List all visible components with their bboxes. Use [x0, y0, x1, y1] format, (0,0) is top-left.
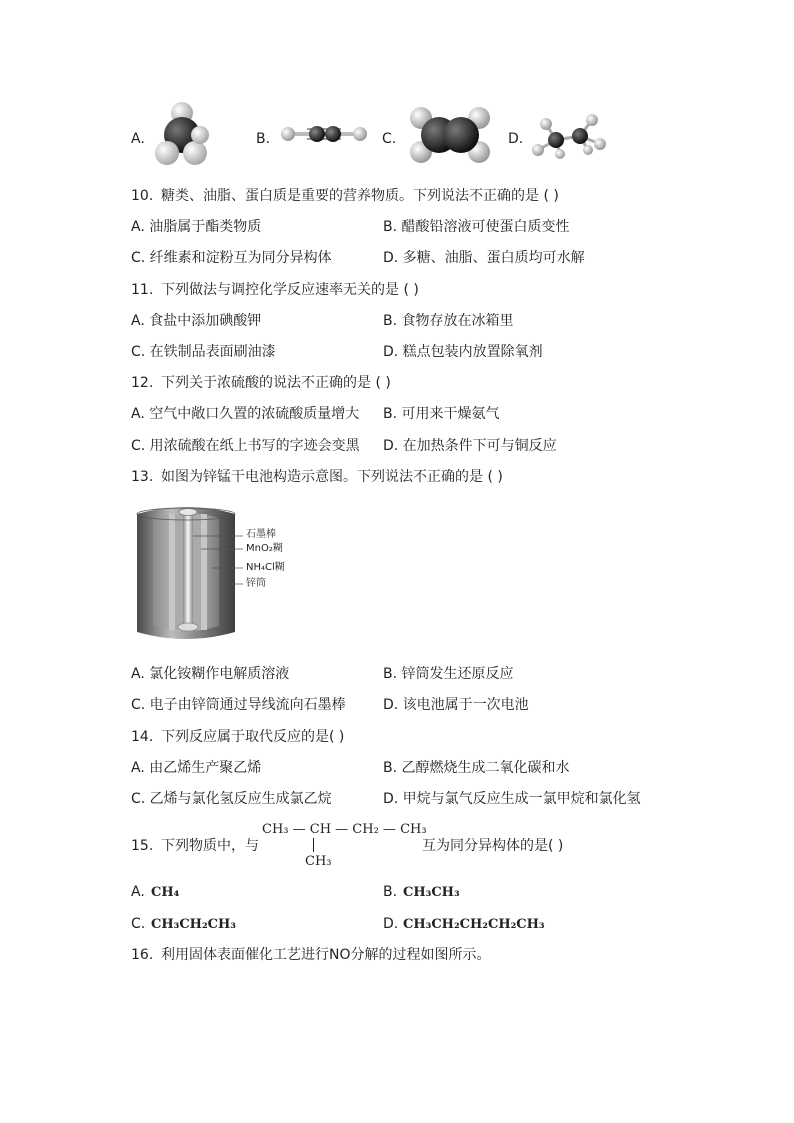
figure-label-mno2-paste: MnO₂糊 [246, 543, 283, 554]
option-d-letter: D. [383, 916, 399, 932]
option-c: C. 乙烯与氯化氢反应生成氯乙烷 [131, 791, 332, 807]
option-b: CH₃CH₃ [403, 885, 460, 900]
question-number: 11. [131, 282, 154, 298]
option-c: C. 在铁制品表面刷油漆 [131, 344, 276, 360]
figure-label-graphite-rod: 石墨棒 [246, 529, 276, 540]
model-d-label: D. [508, 131, 524, 147]
methane-ball-model [152, 99, 212, 169]
option-a: A. 氯化铵糊作电解质溶液 [131, 666, 290, 682]
option-b: B. 可用来干燥氨气 [383, 406, 500, 422]
question-number: 16. [131, 947, 154, 963]
question-number: 14. [131, 729, 154, 745]
option-b: B. 锌筒发生还原反应 [383, 666, 514, 682]
battery-diagram [131, 500, 301, 649]
option-c: C. 电子由锌筒通过导线流向石墨棒 [131, 697, 346, 713]
question-number: 13. [131, 469, 154, 485]
ethane-ball-stick-model [530, 110, 610, 160]
figure-label-zinc-can: 锌筒 [246, 578, 266, 589]
model-b-label: B. [256, 131, 271, 147]
question-number: 10. [131, 188, 154, 204]
option-b-letter: B. [383, 884, 398, 900]
option-b: B. 醋酸铅溶液可使蛋白质变性 [383, 219, 570, 235]
option-d: D. 该电池属于一次电池 [383, 697, 529, 713]
figure-label-nh4cl-paste: NH₄Cl糊 [246, 562, 285, 573]
option-a-letter: A. [131, 884, 145, 900]
question-number: 15. [131, 838, 154, 854]
option-c: C. 纤维素和淀粉互为同分异构体 [131, 250, 332, 266]
option-d: CH₃CH₂CH₂CH₂CH₃ [403, 917, 545, 932]
model-a-label: A. [131, 131, 145, 147]
option-c: CH₃CH₂CH₃ [151, 917, 236, 932]
option-c: C. 用浓硫酸在纸上书写的字迹会变黑 [131, 438, 360, 454]
option-b: B. 食物存放在冰箱里 [383, 313, 514, 329]
option-a: A. 油脂属于酯类物质 [131, 219, 262, 235]
option-a: A. 空气中敞口久置的浓硫酸质量增大 [131, 406, 360, 422]
option-b: B. 乙醇燃烧生成二氧化碳和水 [383, 760, 570, 776]
option-a: A. 由乙烯生产聚乙烯 [131, 760, 262, 776]
question-stem-before: 下列物质中，与 [161, 838, 259, 854]
question-stem: 下列做法与调控化学反应速率无关的是 ( ) [161, 282, 419, 298]
option-d: D. 多糖、油脂、蛋白质均可水解 [383, 250, 585, 266]
question-stem: 利用固体表面催化工艺进行NO分解的过程如图所示。 [161, 947, 491, 963]
option-d: D. 在加热条件下可与铜反应 [383, 438, 557, 454]
option-d: D. 甲烷与氯气反应生成一氯甲烷和氯化氢 [383, 791, 641, 807]
option-c-letter: C. [131, 916, 146, 932]
question-number: 12. [131, 375, 154, 391]
option-d: D. 糕点包装内放置除氧剂 [383, 344, 543, 360]
structure-main-chain: CH₃ — CH — CH₂ — CH₃ [262, 822, 427, 837]
ethylene-space-filling-model [409, 106, 491, 164]
option-a: CH₄ [151, 885, 180, 900]
model-c-label: C. [382, 131, 397, 147]
structure-branch: CH₃ [305, 854, 332, 869]
question-stem: 下列反应属于取代反应的是( ) [161, 729, 345, 745]
question-stem-after: 互为同分异构体的是( ) [422, 838, 564, 854]
question-stem: 糖类、油脂、蛋白质是重要的营养物质。下列说法不正确的是 ( ) [161, 188, 559, 204]
acetylene-ball-stick-model [279, 122, 369, 146]
question-stem: 如图为锌锰干电池构造示意图。下列说法不正确的是 ( ) [161, 469, 503, 485]
question-stem: 下列关于浓硫酸的说法不正确的是 ( ) [161, 375, 391, 391]
option-a: A. 食盐中添加碘酸钾 [131, 313, 262, 329]
structure-branch-bond [313, 838, 314, 852]
